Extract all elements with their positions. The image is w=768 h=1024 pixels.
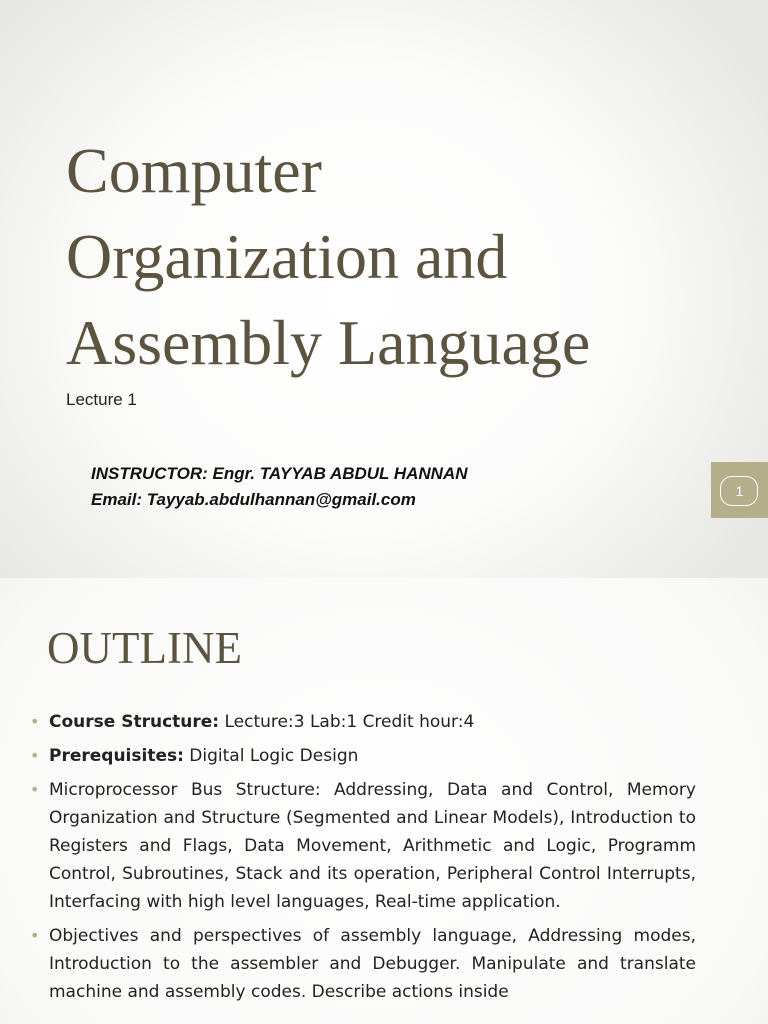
title-line: Organization and: [66, 221, 508, 292]
title-line: Assembly Language: [66, 307, 591, 378]
bullet-icon: •: [30, 926, 40, 945]
list-item: [30, 776, 696, 916]
page-number-tab: [711, 462, 768, 518]
instructor-line: INSTRUCTOR: Engr. TAYYAB ABDUL HANNAN: [91, 464, 468, 483]
bullet-label: Course Structure:: [49, 712, 220, 732]
bullet-label: Prerequisites:: [49, 746, 184, 766]
bullet-text: Digital Logic Design: [183, 746, 359, 766]
bullet-text: Lecture:3 Lab:1 Credit hour:4: [219, 712, 475, 732]
bullet-icon: •: [30, 780, 40, 799]
bullet-icon: •: [30, 712, 40, 731]
list-item: [30, 742, 696, 770]
bullet-text: Objectives and perspectives of assembly language, Addressing modes, Introduction to the assembler and Debugger. Manipulate and translate machine and assembly codes. Describe actions inside: [49, 926, 696, 1002]
outline-list: [30, 708, 696, 1012]
slide-title: [66, 128, 686, 386]
page-number: 1: [735, 483, 744, 499]
list-item: [30, 708, 696, 736]
title-line: Computer: [66, 135, 322, 206]
slide-subtitle: Lecture 1: [66, 390, 137, 409]
outline-heading: OUTLINE: [47, 623, 242, 673]
bullet-icon: •: [30, 746, 40, 765]
list-item: [30, 922, 696, 1006]
email-line: Email: Tayyab.abdulhannan@gmail.com: [91, 490, 416, 509]
bullet-text: Microprocessor Bus Structure: Addressing, Data and Control, Memory Organization and Structure (Segmented and Linear Models), Introduction to Registers and Flags, Data Movement, Arithmetic and Logic, Programm Control, Subroutines, Stack and its operation, Peripheral Control Interrupts, Interfacing with high level languages, Real-time application.: [49, 780, 696, 912]
slide-2: [0, 578, 768, 1024]
